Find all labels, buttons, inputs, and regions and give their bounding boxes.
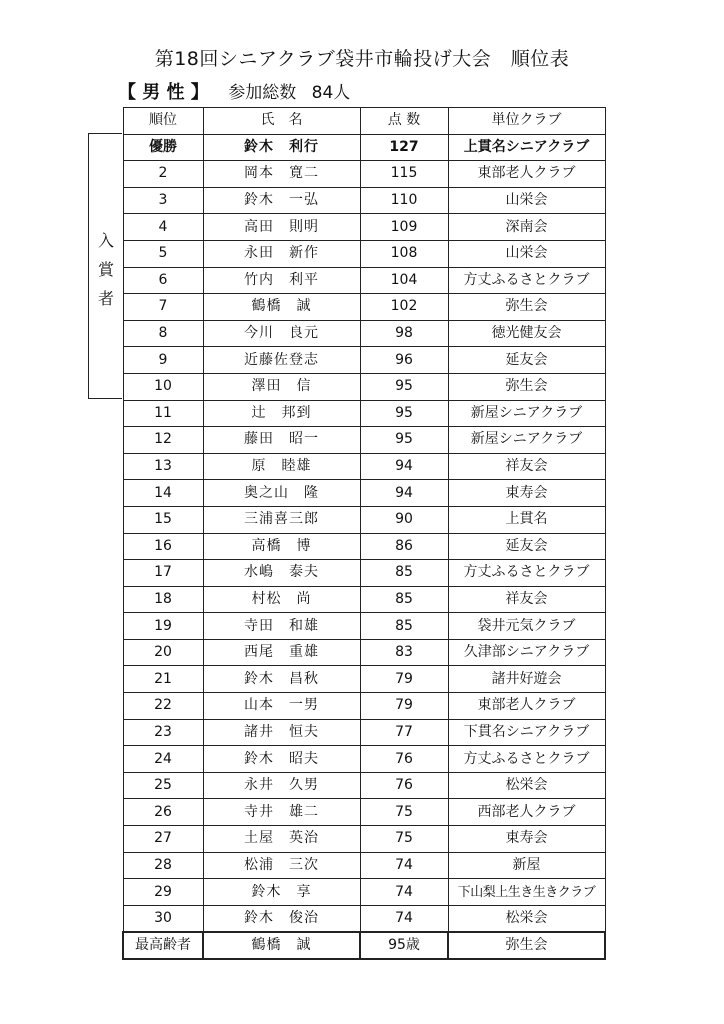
table-row	[123, 533, 605, 560]
cell-score: 74	[360, 879, 448, 906]
table-row	[123, 560, 605, 587]
cell-score: 98	[360, 320, 448, 347]
table-header-row	[123, 108, 605, 135]
table-row	[123, 294, 605, 321]
cell-rank: 優勝	[123, 134, 203, 161]
cell-name: 松浦 三次	[203, 852, 360, 879]
cell-club: 新屋	[448, 852, 605, 879]
cell-club: 東部老人クラブ	[448, 161, 605, 188]
cell-club: 袋井元気クラブ	[448, 613, 605, 640]
table-row	[123, 613, 605, 640]
cell-score: 90	[360, 506, 448, 533]
cell-score: 104	[360, 267, 448, 294]
cell-rank: 29	[123, 879, 203, 906]
award-label-char: 入	[97, 231, 114, 250]
cell-club: 久津部シニアクラブ	[448, 639, 605, 666]
header-rank: 順位	[123, 108, 203, 135]
results-table	[122, 107, 606, 960]
cell-club: 山栄会	[448, 240, 605, 267]
cell-score: 75	[360, 826, 448, 853]
cell-rank: 8	[123, 320, 203, 347]
cell-club: 上貫名シニアクラブ	[448, 134, 605, 161]
cell-rank: 30	[123, 905, 203, 932]
cell-score: 95	[360, 373, 448, 400]
cell-club: 山栄会	[448, 187, 605, 214]
table-row	[123, 746, 605, 773]
table-row	[123, 506, 605, 533]
cell-club: 方丈ふるさとクラブ	[448, 746, 605, 773]
cell-score: 85	[360, 613, 448, 640]
table-row	[123, 879, 605, 906]
cell-club: 徳光健友会	[448, 320, 605, 347]
cell-club: 延友会	[448, 347, 605, 374]
cell-score: 74	[360, 852, 448, 879]
cell-name: 寺田 和雄	[203, 613, 360, 640]
cell-club: 東部老人クラブ	[448, 693, 605, 720]
cell-club: 延友会	[448, 533, 605, 560]
table-row	[123, 373, 605, 400]
cell-score: 95	[360, 400, 448, 427]
cell-name: 西尾 重雄	[203, 639, 360, 666]
cell-rank: 5	[123, 240, 203, 267]
cell-club: 祥友会	[448, 586, 605, 613]
cell-club: 弥生会	[448, 932, 605, 959]
cell-score: 79	[360, 666, 448, 693]
cell-club: 東寿会	[448, 826, 605, 853]
cell-name: 鈴木 利行	[203, 134, 360, 161]
subtitle	[118, 78, 350, 104]
cell-rank: 最高齢者	[123, 932, 203, 959]
cell-name: 諸井 恒夫	[203, 719, 360, 746]
cell-club: 下貫名シニアクラブ	[448, 719, 605, 746]
page-title: 第18回シニアクラブ袋井市輪投げ大会 順位表	[154, 48, 570, 70]
table-row	[123, 799, 605, 826]
cell-name: 鈴木 一弘	[203, 187, 360, 214]
cell-score: 77	[360, 719, 448, 746]
table-row	[123, 267, 605, 294]
cell-rank: 25	[123, 772, 203, 799]
cell-rank: 18	[123, 586, 203, 613]
table-row	[123, 400, 605, 427]
cell-score: 94	[360, 480, 448, 507]
cell-name: 村松 尚	[203, 586, 360, 613]
cell-name: 寺井 雄二	[203, 799, 360, 826]
cell-rank: 12	[123, 427, 203, 454]
cell-name: 鈴木 享	[203, 879, 360, 906]
cell-name: 岡本 寛二	[203, 161, 360, 188]
table-row	[123, 666, 605, 693]
cell-club: 方丈ふるさとクラブ	[448, 267, 605, 294]
table-row	[123, 772, 605, 799]
cell-club: 方丈ふるさとクラブ	[448, 560, 605, 587]
cell-name: 近藤佐登志	[203, 347, 360, 374]
cell-rank: 20	[123, 639, 203, 666]
cell-club: 弥生会	[448, 294, 605, 321]
header-club: 単位クラブ	[448, 108, 605, 135]
cell-club: 東寿会	[448, 480, 605, 507]
cell-score: 76	[360, 772, 448, 799]
cell-club: 下山梨上生き生きクラブ	[448, 879, 605, 906]
cell-club: 祥友会	[448, 453, 605, 480]
cell-rank: 15	[123, 506, 203, 533]
award-label	[89, 226, 123, 313]
cell-rank: 14	[123, 480, 203, 507]
header-score: 点 数	[360, 108, 448, 135]
cell-name: 鶴橋 誠	[203, 932, 360, 959]
cell-club: 松栄会	[448, 905, 605, 932]
table-row	[123, 134, 605, 161]
cell-name: 高田 則明	[203, 214, 360, 241]
cell-score: 83	[360, 639, 448, 666]
cell-name: 三浦喜三郎	[203, 506, 360, 533]
cell-name: 澤田 信	[203, 373, 360, 400]
table-row	[123, 187, 605, 214]
cell-rank: 28	[123, 852, 203, 879]
table-row	[123, 639, 605, 666]
cell-name: 高橋 博	[203, 533, 360, 560]
cell-club: 新屋シニアクラブ	[448, 427, 605, 454]
cell-score: 85	[360, 586, 448, 613]
cell-club: 松栄会	[448, 772, 605, 799]
table-row	[123, 586, 605, 613]
cell-name: 奥之山 隆	[203, 480, 360, 507]
cell-name: 永井 久男	[203, 772, 360, 799]
cell-club: 上貫名	[448, 506, 605, 533]
table-row	[123, 427, 605, 454]
cell-score: 76	[360, 746, 448, 773]
cell-name: 鈴木 昌秋	[203, 666, 360, 693]
cell-rank: 27	[123, 826, 203, 853]
cell-score: 85	[360, 560, 448, 587]
cell-score: 109	[360, 214, 448, 241]
cell-name: 藤田 昭一	[203, 427, 360, 454]
cell-rank: 13	[123, 453, 203, 480]
participants-label: 参加総数	[228, 83, 297, 103]
cell-rank: 10	[123, 373, 203, 400]
cell-name: 竹内 利平	[203, 267, 360, 294]
cell-rank: 7	[123, 294, 203, 321]
cell-name: 山本 一男	[203, 693, 360, 720]
cell-score: 110	[360, 187, 448, 214]
table-row	[123, 852, 605, 879]
cell-rank: 22	[123, 693, 203, 720]
cell-name: 辻 邦到	[203, 400, 360, 427]
cell-name: 土屋 英治	[203, 826, 360, 853]
cell-score: 86	[360, 533, 448, 560]
cell-rank: 3	[123, 187, 203, 214]
oldest-row	[123, 932, 605, 959]
table-row	[123, 161, 605, 188]
cell-name: 鶴橋 誠	[203, 294, 360, 321]
table-row	[123, 347, 605, 374]
cell-rank: 6	[123, 267, 203, 294]
cell-name: 鈴木 昭夫	[203, 746, 360, 773]
table-row	[123, 826, 605, 853]
cell-club: 深南会	[448, 214, 605, 241]
cell-score: 74	[360, 905, 448, 932]
cell-score: 127	[360, 134, 448, 161]
cell-rank: 21	[123, 666, 203, 693]
cell-rank: 19	[123, 613, 203, 640]
cell-club: 西部老人クラブ	[448, 799, 605, 826]
award-label-char: 賞	[97, 260, 114, 279]
cell-score: 95歳	[360, 932, 448, 959]
award-label-char: 者	[97, 289, 114, 308]
cell-score: 96	[360, 347, 448, 374]
cell-rank: 23	[123, 719, 203, 746]
table-row	[123, 214, 605, 241]
cell-score: 108	[360, 240, 448, 267]
table-row	[123, 240, 605, 267]
table-row	[123, 320, 605, 347]
cell-score: 95	[360, 427, 448, 454]
cell-name: 鈴木 俊治	[203, 905, 360, 932]
cell-rank: 11	[123, 400, 203, 427]
header-name: 氏 名	[203, 108, 360, 135]
participants-count: 84人	[311, 83, 351, 103]
cell-rank: 26	[123, 799, 203, 826]
cell-score: 102	[360, 294, 448, 321]
table-row	[123, 453, 605, 480]
cell-club: 新屋シニアクラブ	[448, 400, 605, 427]
cell-name: 水嶋 泰夫	[203, 560, 360, 587]
table-row	[123, 905, 605, 932]
cell-rank: 2	[123, 161, 203, 188]
cell-rank: 16	[123, 533, 203, 560]
cell-name: 永田 新作	[203, 240, 360, 267]
table-row	[123, 719, 605, 746]
cell-club: 弥生会	[448, 373, 605, 400]
cell-score: 115	[360, 161, 448, 188]
award-bracket	[88, 133, 122, 399]
table-row	[123, 480, 605, 507]
cell-rank: 9	[123, 347, 203, 374]
cell-rank: 4	[123, 214, 203, 241]
cell-score: 75	[360, 799, 448, 826]
cell-score: 79	[360, 693, 448, 720]
table-row	[123, 693, 605, 720]
cell-name: 今川 良元	[203, 320, 360, 347]
cell-score: 94	[360, 453, 448, 480]
gender-label: 【 男 性 】	[118, 82, 209, 103]
cell-rank: 24	[123, 746, 203, 773]
cell-rank: 17	[123, 560, 203, 587]
cell-club: 諸井好遊会	[448, 666, 605, 693]
cell-name: 原 睦雄	[203, 453, 360, 480]
